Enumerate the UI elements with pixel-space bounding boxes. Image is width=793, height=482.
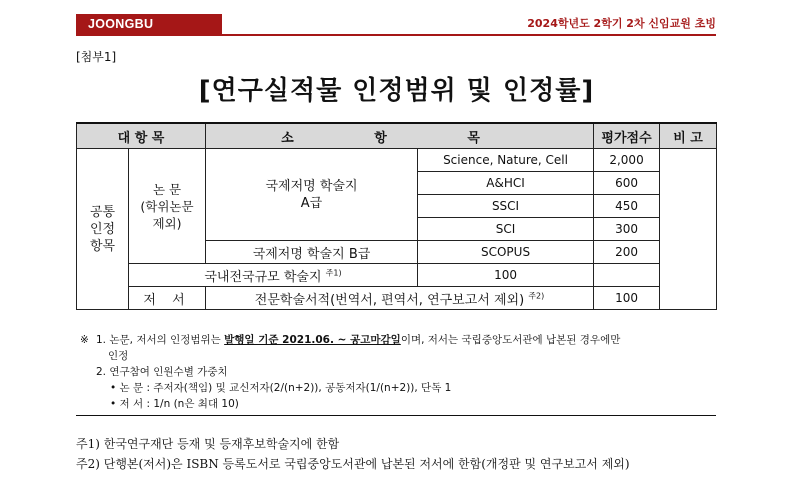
domestic-journal-label: 국내전국규모 학술지 [204,269,322,285]
journal-cell: A&HCI [418,172,594,195]
research-table [76,122,717,310]
academic-book-cell [206,287,594,310]
notes-divider [76,415,716,416]
score-cell: 600 [594,172,660,195]
footnote-1: 주1) 한국연구재단 등재 및 등재후보학술지에 한함 [76,437,340,451]
notes-block [76,332,716,412]
footnote-ref: 주1) [325,268,342,278]
header-main-category: 대 항 목 [77,123,206,149]
intl-b-journal-cell: 국제저명 학술지 B급 [206,241,418,264]
academic-book-label: 전문학술서적(번역서, 편역서, 연구보고서 제외) [254,292,525,308]
attachment-label: [첨부1] [76,50,117,64]
header-note: 비 고 [660,123,717,149]
score-cell: 300 [594,218,660,241]
note-1-continued: 인정 [108,350,129,362]
journal-cell: SSCI [418,195,594,218]
university-name: JOONGBU UNIVERSITY [76,14,222,34]
note-mark: ※ [80,334,89,346]
journal-cell: SCI [418,218,594,241]
note-cell [660,149,717,310]
journal-cell: SCOPUS [418,241,594,264]
note-1-text-cont: 이며, 저서는 국립중앙도서관에 납본된 경우에만 [400,334,621,346]
score-cell: 200 [594,241,660,264]
score-cell: 100 [418,264,594,287]
score-cell: 100 [594,287,660,310]
footnote-ref: 주2) [528,291,545,301]
header-subcategory: 소 항 목 [206,123,594,149]
note-2-book: • 저 서 : 1/n (n은 최대 10) [110,398,239,410]
note-2-paper: • 논 문 : 주저자(책임) 및 교신저자(2/(n+2)), 공동저자(1/(n+2)), 단독 1 [110,382,452,394]
domestic-journal-cell [129,264,418,287]
note-1 [76,332,716,348]
common-category-cell: 공통 인정 항목 [77,149,129,310]
page-title: [연구실적물 인정범위 및 인정률] [198,76,595,106]
header-score: 평가점수 [594,123,660,149]
footnote-2: 주2) 단행본(저서)은 ISBN 등록도서로 국립중앙도서관에 납본된 저서에 한함(개정판 및 연구보고서 제외) [76,457,630,471]
paper-category-cell: 논 문 (학위논문 제외) [129,149,206,264]
score-cell: 450 [594,195,660,218]
intl-a-journal-cell: 국제저명 학술지 A급 [206,149,418,241]
book-category-cell: 저 서 [129,287,206,310]
page-header [76,14,716,51]
note-1-date-range: 발행일 기준 2021.06. ~ 공고마감일 [224,334,401,346]
header-divider [76,34,716,36]
score-cell: 2,000 [594,149,660,172]
note-2: 2. 연구참여 인원수별 가중치 [96,366,228,378]
notice-title: 2024학년도 2학기 2차 신임교원 초빙 [527,17,716,30]
note-1-text: 1. 논문, 저서의 인정범위는 [96,334,225,346]
journal-cell: Science, Nature, Cell [418,149,594,172]
